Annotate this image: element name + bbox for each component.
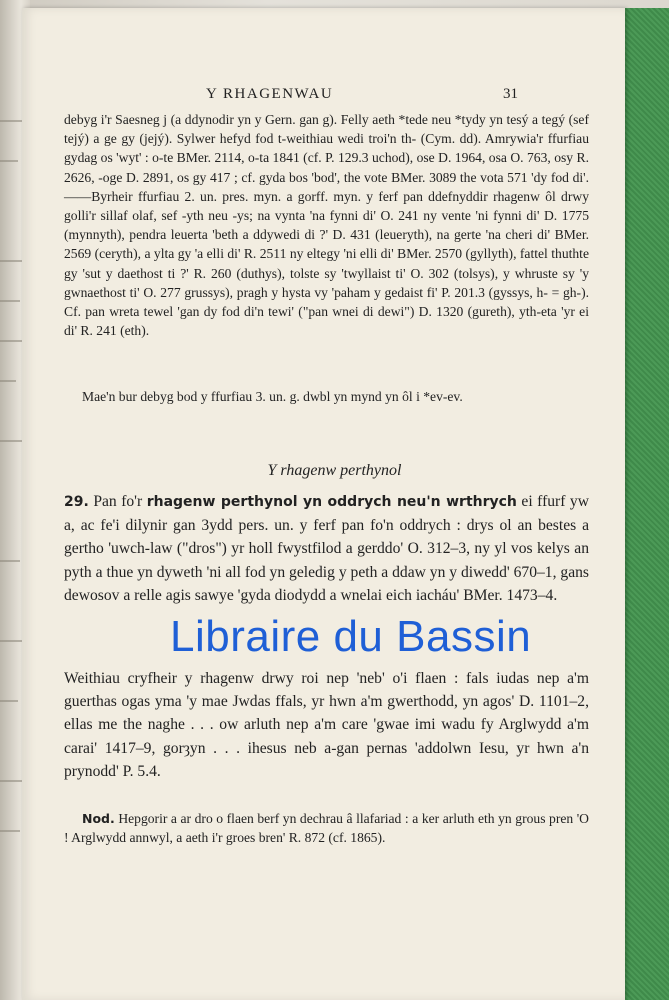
section-bold-phrase: rhagenw perthynol yn oddrych neu'n wrthrych: [146, 494, 517, 510]
book-cover-green: [620, 8, 669, 1000]
section-number: 29.: [64, 494, 89, 510]
subheading: Y rhagenw perthynol: [267, 462, 402, 479]
header-title: Y RHAGENWAU: [206, 86, 334, 102]
paragraph-4: Weithiau cryfheir y rhagenw drwy roi nep 'neb' o'i flaen : fals iudas nep a'm guerthas ogas yma 'y mae Jwdas ffals, yr hwn a'm gwerthodd, yn agos' D. 1101–2, ellas me the naghe . . . ow arluth nep a'm care 'gwae imi wadu fy Arglwydd a'm carai' 1417–9, gorȝyn . . . ihesus neb a-gan pernas 'addolwn Iesu, yr hwn a'n prynodd' P. 5.4.: [64, 670, 589, 780]
section-rest: ei ffurf yw a, ac fe'i dilynir gan 3ydd pers. un. y ferf pan fo'n oddrych : drys ol an bestes a gertho 'uwch-law ("dros") yr holl fwystfilod a gerddo' O. 312–3, ny yl vos kelys an pyth a thue yn dyweth 'ni all fod yn geledig y peth a ddaw yn y diwedd' 670–1, gans dewosov a relle agis sawye 'gyda diodydd a wnelai eich iacháu' BMer. 1473–4.: [64, 493, 589, 604]
paragraph-1: debyg i'r Saesneg j (a ddynodir yn y Gern. gan g). Felly aeth *tede neu *tydy yn tesý a tegý (sef tejý) a ge gy (jejý). Sylwer hefyd fod t-weithiau wedi troi'n th- (Cym. dd). Amrywia'r ffurfiau gydag os 'wyt' : o-te BMer. 2114, o-ta 1841 (cf. P. 129.3 uchod), ose D. 1964, osa O. 763, osy R. 2626, -oge D. 2891, os gy 417 ; cf. gyda bos 'bod', the vote BMer. 3089 the vota 571 'dy fod di'.——Byrheir ffurfiau 2. un. pres. myn. a gorff. myn. y ferf pan ddefnyddir rhagenw ôl drwy golli'r sillaf olaf, sef -yth neu -ys; na vynta 'na fynni di' O. 241 ny vente 'ni fynni di' D. 1775 (mynnyth), pendra leuerta 'beth a ddywedi di ?' D. 431 (leueryth), na gerte 'na cheri di' BMer. 2569 (ceryth), a ylta gy 'a elli di' R. 2511 ny eltegy 'ni elli di' BMer. 2570 (gyllyth), fattel thuthte gy 'sut y daethost ti ?' R. 260 (duthys), tolste sy 'twyllaist ti' O. 302 (tolsys), y whruste sy 'y gwnaethost ti' O. 277 grussys), pragh y hysta vy 'paham y gedaist fi' P. 201.3 (gyssys, h- = gh-). Cf. pan wreta tewel 'gan dy fod di'n tewi' ("pan wnei di dewi") D. 1320 (gureth), yth-eta 'yr ei di' R. 241 (eth).: [64, 112, 589, 339]
note-text: Hepgorir a ar dro o flaen berf yn dechrau â llafariad : a ker arluth eth yn grous pren 'O ! Arglwydd annwyl, a aeth i'r groes bren' R. 872 (cf. 1865).: [64, 811, 589, 846]
note-label: Nod.: [82, 811, 115, 826]
note-paragraph: [64, 809, 589, 847]
section-29: [64, 490, 589, 607]
paragraph-2: Mae'n bur debyg bod y ffurfiau 3. un. g. dwbl yn mynd yn ôl i *ev-ev.: [82, 389, 463, 404]
section-lead: Pan fo'r: [93, 493, 143, 510]
page-number: 31: [503, 86, 518, 102]
watermark: Libraire du Bassin: [170, 612, 532, 661]
